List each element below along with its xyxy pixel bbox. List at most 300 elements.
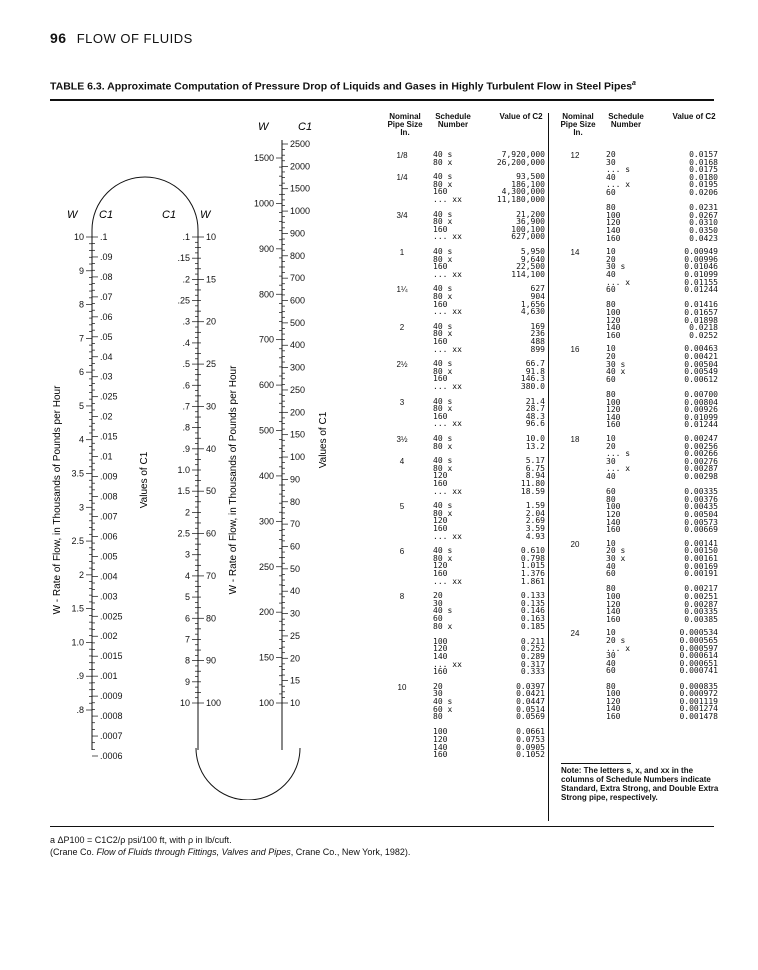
- table-row: [387, 533, 545, 541]
- table-left: [387, 113, 545, 823]
- c2-value: 6.75: [525, 463, 545, 473]
- c2-value: 18.59: [520, 486, 545, 496]
- c1-scale-label: 15: [290, 675, 301, 686]
- table-row: [387, 713, 545, 721]
- schedule-number: 140: [433, 651, 448, 661]
- c1-scale-label: .09: [100, 251, 113, 262]
- c2-value: 0.00700: [684, 389, 718, 399]
- c2-value: 0.0397: [516, 681, 545, 691]
- schedule-number: 160: [606, 330, 621, 340]
- c2-value: 0.0175: [689, 165, 718, 175]
- schedule-number: 120: [606, 218, 621, 228]
- c2-value: 0.185: [520, 621, 545, 631]
- c1-scale-label: 40: [290, 586, 301, 597]
- schedule-number: ... xx: [433, 419, 462, 429]
- pipe-size: 2: [399, 322, 405, 332]
- c2-value: 21,200: [516, 209, 545, 219]
- table-row: [387, 405, 545, 413]
- c1-scale-label: 400: [290, 340, 306, 351]
- w-scale-label: 150: [258, 652, 274, 663]
- right-values-label: Values of C1: [318, 411, 329, 469]
- c2-value: 0.00804: [684, 397, 718, 407]
- table-row: [387, 360, 545, 368]
- schedule-number: 30 x: [606, 553, 626, 563]
- c2-value: 0.00256: [684, 441, 718, 451]
- pipe-size: 3½: [396, 435, 408, 444]
- c1-scale-label: 150: [290, 429, 306, 440]
- c2-value: 11.80: [520, 478, 545, 488]
- c1-scale-label: .004: [100, 571, 118, 582]
- table-row: [560, 616, 718, 624]
- c2-value: 0.01898: [684, 315, 718, 325]
- c2-value: 0.00335: [684, 487, 718, 497]
- c2-value: 627,000: [511, 232, 545, 242]
- schedule-number: 20: [433, 591, 443, 601]
- c2-value: 0.00573: [684, 517, 718, 527]
- c1-scale-label: 250: [290, 384, 306, 395]
- c2-value: 0.01244: [684, 285, 718, 295]
- c2-value: 1.015: [520, 561, 545, 571]
- schedule-number: 80 x: [433, 291, 453, 301]
- schedule-number: 120: [433, 471, 448, 481]
- col-header-schedule: Schedule Number: [435, 112, 471, 129]
- w-scale-label: 7: [78, 333, 84, 344]
- pipe-size: 3/4: [396, 210, 408, 220]
- c1-scale-label: .5: [182, 359, 190, 370]
- schedule-number: 10: [606, 628, 616, 638]
- schedule-number: 160: [433, 667, 448, 677]
- schedule-number: 60: [433, 613, 443, 623]
- col-header-size-2: Nominal Pipe Size In.: [560, 112, 596, 137]
- c1-scale-label: .015: [100, 431, 118, 442]
- c2-value: 0.133: [520, 591, 545, 601]
- c1-scale-label: 4: [184, 570, 190, 581]
- schedule-number: 160: [433, 411, 448, 421]
- w-scale-label: 6: [78, 367, 84, 378]
- schedule-number: 20 s: [606, 546, 626, 556]
- schedule-number: ... xx: [433, 344, 462, 354]
- c2-value: 0.00191: [684, 569, 718, 579]
- c1-scale-label: .15: [177, 253, 190, 264]
- c2-value: 0.798: [520, 553, 545, 563]
- c1-scale-label: 3: [184, 549, 190, 560]
- table-row: [387, 285, 545, 293]
- table-right: [560, 113, 718, 773]
- table-row: [560, 473, 718, 481]
- table-row: [387, 517, 545, 525]
- c2-value: 0.0310: [689, 218, 718, 228]
- c2-value: 0.00150: [684, 546, 718, 556]
- c1-scale-label: 1500: [290, 183, 311, 194]
- c1-scale-label: .25: [177, 295, 190, 306]
- c2-value: 11,180,000: [496, 194, 545, 204]
- page-header: [50, 30, 193, 46]
- c2-value: 0.0447: [516, 696, 545, 706]
- pipe-size: 18: [570, 435, 580, 444]
- c2-value: 0.163: [520, 613, 545, 623]
- c1-scale-label: .0007: [100, 731, 123, 742]
- footnote-formula: a ΔP100 = C1C2/ρ psi/100 ft, with ρ in lb/cuft.: [50, 835, 232, 845]
- c1-scale-label: .0008: [100, 711, 123, 722]
- c2-value: 186,100: [511, 179, 545, 189]
- w-scale-label: 40: [206, 443, 217, 454]
- c2-value: 0.00287: [684, 464, 718, 474]
- schedule-number: 140: [433, 742, 448, 752]
- c2-value: 0.00996: [684, 254, 718, 264]
- schedule-number: 120: [433, 644, 448, 654]
- c1-scale-label: .06: [100, 311, 113, 322]
- schedule-number: 80: [606, 203, 616, 213]
- c2-value: 0.00251: [684, 591, 718, 601]
- schedule-number: 120: [433, 561, 448, 571]
- column-divider: [548, 113, 549, 821]
- c1-scale-label: 1.5: [177, 486, 190, 497]
- c1-scale-label: .08: [100, 271, 113, 282]
- c2-value: 0.00385: [684, 614, 718, 624]
- c2-value: 4,300,000: [501, 187, 545, 197]
- c2-value: 380.0: [520, 381, 545, 391]
- c1-scale-label: 10: [179, 698, 190, 708]
- w-scale-label: 700: [258, 334, 274, 345]
- c2-value: 22,500: [516, 262, 545, 272]
- schedule-number: 20 s: [606, 635, 626, 645]
- c1-scale-label: .07: [100, 291, 113, 302]
- table-row: [387, 159, 545, 167]
- table-row: [387, 308, 545, 316]
- schedule-number: 140: [606, 323, 621, 333]
- table-note: Note: The letters s, x, and xx in the columns of Schedule Numbers indicate Standard, Extra Strong, and Double Extra Strong pipe, respectively.: [561, 766, 719, 802]
- schedule-number: 30: [606, 456, 616, 466]
- c1-scale-label: 90: [290, 474, 301, 485]
- c2-value: 13.2: [525, 441, 545, 451]
- schedule-number: 120: [606, 405, 621, 415]
- footnote: [50, 834, 410, 858]
- c2-value: 0.333: [520, 667, 545, 677]
- c1-scale-label: 500: [290, 317, 306, 328]
- schedule-number: ... xx: [433, 659, 462, 669]
- c2-value: 10.0: [525, 434, 545, 443]
- c2-value: 93,500: [516, 172, 545, 182]
- schedule-number: 100: [433, 727, 448, 737]
- head-right-c: C1: [298, 121, 313, 133]
- c2-value: 0.0157: [689, 150, 718, 159]
- schedule-number: 40 x: [606, 367, 626, 377]
- table-row: [387, 323, 545, 331]
- schedule-number: 60: [606, 569, 616, 579]
- c2-value: 1,656: [520, 299, 545, 309]
- c2-value: 0.211: [520, 636, 545, 646]
- schedule-number: 80: [606, 389, 616, 399]
- c2-value: 0.000651: [679, 658, 718, 668]
- schedule-number: ... xx: [433, 307, 462, 317]
- pipe-size: 6: [399, 547, 405, 557]
- c2-value: 1.861: [520, 576, 545, 586]
- w-scale-label: .9: [76, 671, 84, 682]
- w-scale-label: 200: [258, 607, 274, 618]
- schedule-number: ... x: [606, 464, 631, 474]
- c1-scale-label: 600: [290, 295, 306, 306]
- c1-scale-label: .6: [182, 380, 190, 391]
- c1-scale-label: 2500: [290, 139, 311, 149]
- schedule-number: 60: [606, 374, 616, 384]
- table-row: [560, 376, 718, 384]
- schedule-number: 120: [606, 696, 621, 706]
- c2-value: 5,950: [520, 247, 545, 256]
- c1-scale-label: 300: [290, 362, 306, 373]
- schedule-number: ... x: [606, 180, 631, 190]
- c2-value: 21.4: [525, 396, 545, 406]
- w-scale-label: 250: [258, 561, 274, 572]
- pipe-size: 10: [397, 682, 407, 692]
- table-row: [560, 189, 718, 197]
- schedule-number: 10: [606, 434, 616, 443]
- c1-scale-label: .02: [100, 411, 113, 422]
- schedule-number: 40 s: [433, 434, 453, 443]
- schedule-number: 80 x: [433, 157, 453, 167]
- note-rule: [561, 763, 631, 764]
- schedule-number: 40 s: [433, 606, 453, 616]
- schedule-number: 80 x: [433, 508, 453, 518]
- c1-scale-label: 1000: [290, 206, 311, 217]
- c2-value: 0.0252: [689, 330, 718, 340]
- schedule-number: ... xx: [433, 194, 462, 204]
- c2-value: 0.0569: [516, 712, 545, 722]
- c2-value: 9,640: [520, 254, 545, 264]
- c2-value: 146.3: [520, 374, 545, 384]
- table-row: [387, 330, 545, 338]
- head-left-c: C1: [99, 209, 114, 221]
- schedule-number: 160: [433, 224, 448, 234]
- c2-value: 48.3: [525, 411, 545, 421]
- schedule-number: 40: [606, 172, 616, 182]
- c1-scale-label: 60: [290, 541, 301, 552]
- w-scale-label: 900: [258, 243, 274, 254]
- schedule-number: 160: [433, 750, 448, 760]
- pipe-size-group: [387, 285, 545, 315]
- table-row: [560, 286, 718, 294]
- c2-value: 1.59: [525, 501, 545, 511]
- table-row: [387, 510, 545, 518]
- c2-value: 7,920,000: [501, 150, 545, 159]
- head-right-w: W: [258, 121, 269, 133]
- c2-value: 66.7: [525, 359, 545, 369]
- c1-scale-label: 5: [184, 592, 190, 603]
- schedule-number: 60: [606, 666, 616, 676]
- schedule-number: 120: [606, 599, 621, 609]
- schedule-number: ... x: [606, 643, 631, 653]
- schedule-number: 40: [606, 269, 616, 279]
- pipe-size: 1: [399, 248, 405, 257]
- schedule-number: 30 s: [606, 262, 626, 272]
- c2-value: 8.94: [525, 471, 545, 481]
- c2-value: 0.1052: [516, 750, 545, 760]
- pipe-size-group: [387, 592, 545, 676]
- schedule-number: 40 s: [433, 247, 453, 256]
- c2-value: 0.00435: [684, 502, 718, 512]
- schedule-number: 80 x: [433, 404, 453, 414]
- page-number: 96: [50, 30, 67, 46]
- c2-value: 5.17: [525, 456, 545, 466]
- c2-value: 0.00504: [684, 509, 718, 519]
- schedule-number: 60: [606, 487, 616, 497]
- table-row: [387, 196, 545, 204]
- schedule-number: 120: [606, 315, 621, 325]
- c2-value: 0.001274: [679, 704, 718, 714]
- c1-scale-label: 700: [290, 273, 306, 284]
- c2-value: 28.7: [525, 404, 545, 414]
- schedule-number: 40 s: [433, 284, 453, 294]
- c2-value: 0.000972: [679, 689, 718, 699]
- schedule-number: 80 x: [433, 441, 453, 451]
- pipe-size-group: [560, 540, 718, 624]
- c2-value: 0.00161: [684, 553, 718, 563]
- w-scale-label: 400: [258, 470, 274, 481]
- c2-value: 627: [530, 284, 545, 294]
- pipe-size: 4: [399, 457, 405, 467]
- schedule-number: 30: [433, 598, 443, 608]
- c2-value: 0.00421: [684, 351, 718, 361]
- c2-value: 0.00266: [684, 449, 718, 459]
- c2-value: 0.00949: [684, 247, 718, 257]
- w-scale-label: .8: [76, 705, 84, 715]
- c2-value: 0.0218: [689, 323, 718, 333]
- col-header-value: Value of C2: [499, 112, 543, 121]
- w-scale-label: 1.0: [71, 637, 84, 648]
- pipe-size: 5: [399, 502, 405, 512]
- c2-value: 0.00276: [684, 456, 718, 466]
- w-scale-label: 10: [73, 232, 84, 242]
- c1-scale-label: 200: [290, 407, 306, 418]
- c2-value: 0.01657: [684, 307, 718, 317]
- footnote-source: (Crane Co. Flow of Fluids through Fittings, Valves and Pipes, Crane Co., New York, 1982).: [50, 847, 411, 857]
- c1-scale-label: 100: [290, 452, 306, 463]
- table-row: [387, 233, 545, 241]
- table-row: [387, 383, 545, 391]
- c1-scale-label: .4: [182, 337, 190, 348]
- c2-value: 4,630: [520, 307, 545, 317]
- w-scale-label: 500: [258, 425, 274, 436]
- schedule-number: 100: [606, 210, 621, 220]
- w-scale-label: 70: [206, 570, 217, 581]
- c2-value: 488: [530, 336, 545, 346]
- c2-value: 0.00247: [684, 434, 718, 443]
- pipe-size: 8: [399, 592, 405, 602]
- c1-scale-label: 7: [184, 634, 190, 645]
- c2-value: 0.000597: [679, 643, 718, 653]
- right-axis-label: W - Rate of Flow, in Thousands of Pounds per Hour: [228, 365, 239, 595]
- pipe-size-group: [560, 629, 718, 720]
- schedule-number: 60 x: [433, 704, 453, 714]
- pipe-size-group: [387, 211, 545, 241]
- schedule-number: 120: [433, 734, 448, 744]
- c2-value: 0.001119: [679, 696, 718, 706]
- table-row: [387, 668, 545, 676]
- c2-value: 0.0905: [516, 742, 545, 752]
- c2-value: 0.01155: [684, 277, 718, 287]
- pipe-size-group: [387, 151, 545, 166]
- head-left-w: W: [67, 209, 78, 221]
- w-scale-label: 3: [78, 502, 84, 513]
- c2-value: 0.0267: [689, 210, 718, 220]
- c2-value: 3.59: [525, 523, 545, 533]
- w-scale-label: 300: [258, 516, 274, 527]
- table-row: [387, 623, 545, 631]
- table-row: [560, 667, 718, 675]
- c2-value: 91.8: [525, 366, 545, 376]
- c2-value: 0.00504: [684, 359, 718, 369]
- pipe-size: 1¼: [396, 285, 408, 295]
- c2-value: 169: [530, 321, 545, 331]
- c2-value: 0.0514: [516, 704, 545, 714]
- schedule-number: 40: [606, 658, 616, 668]
- c2-value: 0.146: [520, 606, 545, 616]
- c1-scale-label: .03: [100, 371, 113, 382]
- schedule-number: 40: [606, 561, 616, 571]
- w-scale-label: 1.5: [71, 603, 84, 614]
- c1-scale-label: 20: [290, 653, 301, 664]
- schedule-number: 80: [606, 681, 616, 691]
- schedule-number: 10: [606, 247, 616, 257]
- c2-value: 0.00549: [684, 367, 718, 377]
- c1-scale-label: .003: [100, 591, 118, 602]
- schedule-number: 40 s: [433, 456, 453, 466]
- c1-scale-label: 2000: [290, 161, 311, 172]
- c1-scale-label: .2: [182, 274, 190, 285]
- pipe-size: 16: [570, 345, 580, 355]
- schedule-number: 30 s: [606, 359, 626, 369]
- pipe-size-group: [387, 173, 545, 203]
- c1-scale-label: .01: [100, 451, 113, 462]
- schedule-number: 60: [606, 187, 616, 197]
- schedule-number: 20: [606, 441, 616, 451]
- c1-scale-label: 2.5: [177, 528, 190, 539]
- c1-scale-label: 1.0: [177, 465, 190, 475]
- c2-value: 0.00463: [684, 344, 718, 354]
- schedule-number: 160: [606, 525, 621, 535]
- w-scale-label: 60: [206, 528, 217, 539]
- table-row: [387, 338, 545, 346]
- table-row: [387, 420, 545, 428]
- c1-scale-label: .009: [100, 471, 118, 482]
- c2-value: 26,200,000: [496, 157, 545, 167]
- schedule-number: 20: [433, 681, 443, 691]
- c2-value: 96.6: [525, 419, 545, 429]
- schedule-number: 20: [606, 150, 616, 159]
- schedule-number: ... xx: [433, 381, 462, 391]
- c1-scale-label: .0006: [100, 751, 123, 761]
- pipe-size: 24: [570, 629, 580, 639]
- schedule-number: 100: [606, 591, 621, 601]
- c1-scale-label: .04: [100, 351, 113, 362]
- w-scale-label: 15: [206, 274, 217, 285]
- schedule-number: 80 x: [433, 463, 453, 473]
- w-scale-label: 10: [206, 232, 217, 242]
- schedule-number: 40 s: [433, 696, 453, 706]
- c1-scale-label: 9: [184, 676, 190, 687]
- c2-value: 0.0168: [689, 157, 718, 167]
- c2-value: 899: [530, 344, 545, 354]
- c1-scale-label: 50: [290, 563, 301, 574]
- schedule-number: 140: [606, 412, 621, 422]
- pipe-size-group: [387, 683, 545, 759]
- schedule-number: 140: [606, 704, 621, 714]
- left-values-label: Values of C1: [139, 451, 150, 509]
- c2-value: 0.001478: [679, 711, 718, 721]
- table-row: [387, 271, 545, 279]
- table-row: [560, 421, 718, 429]
- c1-scale-label: .007: [100, 511, 118, 522]
- table-row: [387, 488, 545, 496]
